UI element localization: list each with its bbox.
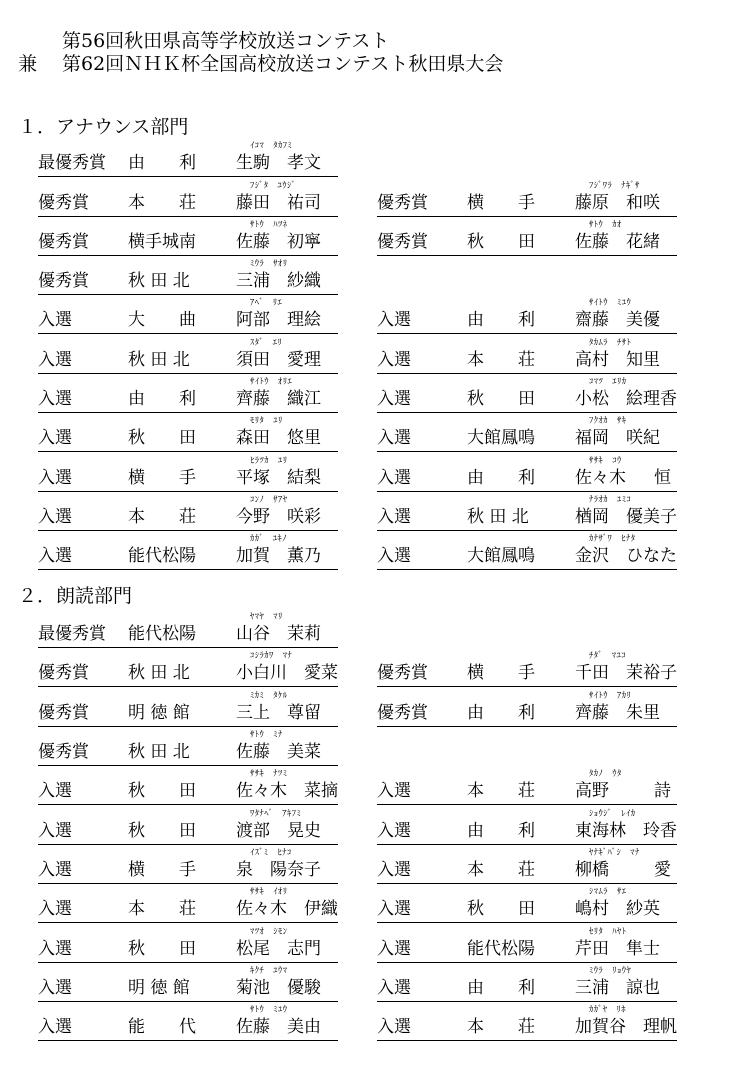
- student-last-name: 千田: [575, 663, 609, 683]
- school-name: 横 手: [128, 860, 196, 880]
- name-reading: ﾜﾀﾅﾍﾞ ｱｷﾌﾐ: [250, 809, 302, 819]
- student-last-name: 菊池: [236, 978, 270, 998]
- underline: [38, 530, 338, 531]
- student-last-name: 平塚: [236, 468, 270, 488]
- award-label: 入選: [377, 978, 411, 998]
- school-name: 由 利: [467, 821, 535, 841]
- award-row: [377, 532, 677, 572]
- underline: [377, 1001, 677, 1002]
- name-reading: ﾔﾏﾔ ﾏﾘ: [250, 612, 283, 622]
- school-name: 由 利: [467, 468, 535, 488]
- name-reading: ｱﾍﾞ ﾘｴ: [250, 298, 283, 308]
- award-row: [38, 767, 338, 807]
- student-first-name: 悠里: [287, 428, 321, 448]
- name-reading: ﾐｳﾗ ｻｵﾘ: [250, 259, 288, 269]
- underline: [38, 883, 338, 884]
- award-label: 優秀賞: [38, 193, 89, 213]
- award-row: [377, 689, 677, 729]
- school-name: 由 利: [128, 389, 196, 409]
- school-name: 能代松陽: [128, 546, 196, 566]
- student-first-name: 晃史: [287, 821, 321, 841]
- underline: [38, 216, 338, 217]
- award-label: 入選: [38, 860, 72, 880]
- name-reading: ｻｻｷ ﾅﾂﾐ: [250, 769, 288, 779]
- school-name: 本 荘: [128, 507, 196, 527]
- underline: [38, 1040, 338, 1041]
- student-first-name: 咲彩: [287, 507, 321, 527]
- student-last-name: 三上: [236, 703, 270, 723]
- underline: [38, 686, 338, 687]
- name-reading: ｶﾅｻﾞﾜ ﾋﾅﾀ: [589, 534, 636, 544]
- school-name: 秋 田: [467, 899, 535, 919]
- name-reading: ｾﾘﾀ ﾊﾔﾄ: [589, 927, 627, 937]
- underline: [38, 1001, 338, 1002]
- award-row: [377, 964, 677, 1004]
- underline: [377, 451, 677, 452]
- student-last-name: 佐藤: [575, 232, 609, 252]
- school-name: 秋 田 北: [128, 742, 190, 762]
- award-label: 入選: [377, 546, 411, 566]
- student-first-name: 知里: [626, 350, 660, 370]
- student-last-name: 佐藤: [236, 232, 270, 252]
- student-last-name: 山谷: [236, 624, 270, 644]
- underline: [38, 804, 338, 805]
- award-row: [377, 649, 677, 689]
- award-row: [38, 728, 338, 768]
- underline: [38, 294, 338, 295]
- student-last-name: 阿部: [236, 310, 270, 330]
- award-label: 優秀賞: [38, 271, 89, 291]
- student-first-name: 愛: [654, 860, 671, 880]
- award-row: [38, 964, 338, 1004]
- name-reading: ｼｮｳｼﾞ ﾚｲｶ: [589, 809, 636, 819]
- name-reading: ﾓﾘﾀ ﾕﾘ: [250, 416, 283, 426]
- name-reading: ｺﾝﾉ ｻｱﾔ: [250, 495, 288, 505]
- student-last-name: 佐々木: [236, 899, 287, 919]
- student-last-name: 楢岡: [575, 507, 609, 527]
- student-first-name: 愛菜: [304, 663, 338, 683]
- student-first-name: 絵理香: [626, 389, 677, 409]
- award-label: 入選: [377, 781, 411, 801]
- student-first-name: 結梨: [287, 468, 321, 488]
- contest-title: 第56回秋田県高等学校放送コンテスト: [62, 30, 390, 52]
- award-label: 入選: [38, 389, 72, 409]
- student-first-name: 紗英: [626, 899, 660, 919]
- award-label: 入選: [38, 781, 72, 801]
- award-label: 優秀賞: [38, 663, 89, 683]
- school-name: 由 利: [467, 703, 535, 723]
- student-first-name: 諒也: [626, 978, 660, 998]
- underline: [377, 962, 677, 963]
- school-name: 横 手: [467, 663, 535, 683]
- name-reading: ﾔﾅｷﾞﾊﾞｼ ﾏﾅ: [589, 848, 640, 858]
- school-name: 本 荘: [128, 899, 196, 919]
- name-reading: ｻｻｷ ｺｳ: [589, 456, 622, 466]
- student-first-name: 紗織: [287, 271, 321, 291]
- student-last-name: 渡部: [236, 821, 270, 841]
- school-name: 秋 田: [467, 389, 535, 409]
- student-first-name: 志門: [287, 939, 321, 959]
- underline: [377, 412, 677, 413]
- student-first-name: 優美子: [626, 507, 677, 527]
- student-first-name: 美優: [626, 310, 660, 330]
- student-first-name: 茉莉: [287, 624, 321, 644]
- award-label: 入選: [377, 939, 411, 959]
- award-label: 入選: [377, 468, 411, 488]
- school-name: 横 手: [467, 193, 535, 213]
- award-label: 優秀賞: [377, 193, 428, 213]
- section-title-announce: １．アナウンス部門: [18, 116, 189, 138]
- award-label: 入選: [377, 507, 411, 527]
- school-name: 本 荘: [467, 860, 535, 880]
- name-reading: ｽﾀﾞ ｴﾘ: [250, 338, 283, 348]
- underline: [38, 765, 338, 766]
- award-row: [377, 179, 677, 219]
- award-row: [38, 179, 338, 219]
- award-label: 入選: [38, 939, 72, 959]
- student-last-name: 東海林: [575, 821, 626, 841]
- student-last-name: 金沢: [575, 546, 609, 566]
- award-label: 入選: [38, 310, 72, 330]
- name-reading: ﾌｸｵｶ ｻｷ: [589, 416, 627, 426]
- school-name: 明 徳 館: [128, 703, 190, 723]
- underline: [38, 962, 338, 963]
- school-name: 由 利: [128, 153, 196, 173]
- school-name: 能代松陽: [128, 624, 196, 644]
- award-row: [38, 139, 338, 179]
- award-row: [38, 257, 338, 297]
- award-label: 入選: [38, 468, 72, 488]
- underline: [38, 176, 338, 177]
- school-name: 本 荘: [467, 1017, 535, 1037]
- name-reading: ﾐｳﾗ ﾘｮｳﾔ: [589, 966, 632, 976]
- underline: [377, 1040, 677, 1041]
- student-first-name: 理絵: [287, 310, 321, 330]
- underline: [38, 451, 338, 452]
- student-first-name: 茉裕子: [626, 663, 677, 683]
- school-name: 本 荘: [467, 350, 535, 370]
- award-label: 優秀賞: [377, 703, 428, 723]
- student-last-name: 佐々木: [236, 781, 287, 801]
- school-name: 由 利: [467, 978, 535, 998]
- award-label: 入選: [377, 821, 411, 841]
- student-first-name: 愛理: [287, 350, 321, 370]
- student-first-name: 尊留: [287, 703, 321, 723]
- award-label: 入選: [38, 978, 72, 998]
- student-last-name: 佐藤: [236, 1017, 270, 1037]
- award-label: 入選: [377, 350, 411, 370]
- underline: [377, 491, 677, 492]
- name-reading: ｻﾄｳ ﾊﾂﾈ: [250, 220, 288, 230]
- underline: [377, 844, 677, 845]
- student-last-name: 高野: [575, 781, 609, 801]
- student-first-name: 美菜: [287, 742, 321, 762]
- student-last-name: 三浦: [236, 271, 270, 291]
- underline: [377, 333, 677, 334]
- underline: [38, 333, 338, 334]
- student-last-name: 佐藤: [236, 742, 270, 762]
- award-row: [38, 1003, 338, 1043]
- underline: [38, 844, 338, 845]
- award-row: [377, 846, 677, 886]
- student-last-name: 森田: [236, 428, 270, 448]
- award-label: 入選: [377, 860, 411, 880]
- name-reading: ｼﾏﾑﾗ ｻｴ: [589, 887, 627, 897]
- name-reading: ﾁﾀﾞ ﾏﾕｺ: [589, 651, 627, 661]
- award-label: 入選: [38, 507, 72, 527]
- name-reading: ﾅﾗｵｶ ﾕﾐｺ: [589, 495, 632, 505]
- name-reading: ｶｶﾞﾔ ﾘﾎ: [589, 1005, 627, 1015]
- award-label: 入選: [38, 428, 72, 448]
- name-reading: ﾏﾂｵ ｼﾓﾝ: [250, 927, 288, 937]
- underline: [38, 726, 338, 727]
- school-name: 本 荘: [467, 781, 535, 801]
- underline: [377, 883, 677, 884]
- student-first-name: 陽奈子: [270, 860, 321, 880]
- name-reading: ﾌｼﾞﾀ ﾕｳｼﾞ: [250, 181, 297, 191]
- student-last-name: 小松: [575, 389, 609, 409]
- school-name: 秋 田 北: [128, 271, 190, 291]
- underline: [377, 216, 677, 217]
- student-last-name: 生駒: [236, 153, 270, 173]
- award-row: [38, 218, 338, 258]
- underline: [38, 647, 338, 648]
- award-row: [38, 846, 338, 886]
- underline: [38, 922, 338, 923]
- underline: [377, 726, 677, 727]
- section-title-reading: ２．朗読部門: [18, 585, 133, 607]
- student-first-name: 隼士: [626, 939, 660, 959]
- award-row: [38, 296, 338, 336]
- school-name: 本 荘: [128, 193, 196, 213]
- name-reading: ｻｲﾄｳ ｱｶﾘ: [589, 691, 632, 701]
- underline: [377, 686, 677, 687]
- student-last-name: 柳橋: [575, 860, 609, 880]
- underline: [377, 255, 677, 256]
- award-row: [38, 532, 338, 572]
- award-label: 最優秀賞: [38, 153, 106, 173]
- award-label: 優秀賞: [38, 232, 89, 252]
- underline: [377, 922, 677, 923]
- award-row: [38, 336, 338, 376]
- award-row: [377, 296, 677, 336]
- student-first-name: 花緒: [626, 232, 660, 252]
- award-label: 入選: [377, 428, 411, 448]
- award-row: [377, 414, 677, 454]
- student-first-name: 祐司: [287, 193, 321, 213]
- name-reading: ﾐｶﾐ ﾀｹﾙ: [250, 691, 288, 701]
- student-first-name: 初寧: [287, 232, 321, 252]
- name-reading: ｻﾄｳ ｶｵ: [589, 220, 622, 230]
- student-last-name: 齊藤: [575, 703, 609, 723]
- award-row: [38, 885, 338, 925]
- school-name: 秋 田: [128, 939, 196, 959]
- name-reading: ﾀｶﾉ ｳﾀ: [589, 769, 622, 779]
- award-label: 優秀賞: [377, 232, 428, 252]
- student-last-name: 嶋村: [575, 899, 609, 919]
- award-label: 優秀賞: [38, 742, 89, 762]
- student-first-name: 織江: [287, 389, 321, 409]
- school-name: 大 曲: [128, 310, 196, 330]
- underline: [38, 255, 338, 256]
- underline: [38, 491, 338, 492]
- award-row: [377, 767, 677, 807]
- student-first-name: 孝文: [287, 153, 321, 173]
- underline: [38, 412, 338, 413]
- award-label: 入選: [377, 899, 411, 919]
- name-reading: ｲｽﾞﾐ ﾋﾅｺ: [250, 848, 292, 858]
- award-label: 入選: [38, 1017, 72, 1037]
- award-label: 入選: [38, 546, 72, 566]
- award-row: [377, 1003, 677, 1043]
- student-last-name: 小白川: [236, 663, 287, 683]
- student-last-name: 藤田: [236, 193, 270, 213]
- name-reading: ｻｲﾄｳ ｵﾘｴ: [250, 377, 293, 387]
- school-name: 横手城南: [128, 232, 196, 252]
- school-name: 秋 田 北: [467, 507, 529, 527]
- award-row: [377, 336, 677, 376]
- student-first-name: 薫乃: [287, 546, 321, 566]
- underline: [377, 530, 677, 531]
- award-row: [377, 925, 677, 965]
- award-row: [38, 610, 338, 650]
- student-last-name: 三浦: [575, 978, 609, 998]
- school-name: 秋 田 北: [128, 350, 190, 370]
- name-reading: ｷｸﾁ ﾕｳﾏ: [250, 966, 288, 976]
- name-reading: ｶｶﾞ ﾕｷﾉ: [250, 534, 288, 544]
- student-last-name: 松尾: [236, 939, 270, 959]
- student-first-name: 菜摘: [304, 781, 338, 801]
- award-row: [377, 885, 677, 925]
- name-reading: ｺﾏﾂ ｴﾘｶ: [589, 377, 627, 387]
- student-first-name: 恒: [654, 468, 671, 488]
- award-label: 入選: [377, 389, 411, 409]
- school-name: 明 徳 館: [128, 978, 190, 998]
- title-prefix: 兼: [18, 53, 38, 75]
- student-last-name: 佐々木: [575, 468, 626, 488]
- student-first-name: 詩: [654, 781, 671, 801]
- student-last-name: 加賀: [236, 546, 270, 566]
- award-row: [377, 375, 677, 415]
- name-reading: ｻﾄｳ ﾐﾕｳ: [250, 1005, 288, 1015]
- student-first-name: 伊織: [304, 899, 338, 919]
- student-last-name: 高村: [575, 350, 609, 370]
- award-label: 優秀賞: [38, 703, 89, 723]
- name-reading: ｻｻｷ ｲｵﾘ: [250, 887, 288, 897]
- name-reading: ｻｲﾄｳ ﾐﾕｳ: [589, 298, 632, 308]
- school-name: 由 利: [467, 310, 535, 330]
- school-name: 能代松陽: [467, 939, 535, 959]
- award-row: [377, 807, 677, 847]
- award-row: [377, 493, 677, 533]
- underline: [38, 569, 338, 570]
- student-last-name: 芹田: [575, 939, 609, 959]
- student-last-name: 加賀谷: [575, 1017, 626, 1037]
- award-label: 最優秀賞: [38, 624, 106, 644]
- student-last-name: 福岡: [575, 428, 609, 448]
- school-name: 横 手: [128, 468, 196, 488]
- award-row: [38, 807, 338, 847]
- student-last-name: 藤原: [575, 193, 609, 213]
- underline: [377, 804, 677, 805]
- award-label: 入選: [377, 310, 411, 330]
- name-reading: ｺｼﾗｶﾜ ﾏﾅ: [250, 651, 293, 661]
- school-name: 秋 田: [128, 821, 196, 841]
- school-name: 秋 田: [128, 428, 196, 448]
- award-label: 優秀賞: [377, 663, 428, 683]
- student-first-name: 玲香: [643, 821, 677, 841]
- school-name: 能 代: [128, 1017, 196, 1037]
- name-reading: ﾀｶﾑﾗ ﾁｻﾄ: [589, 338, 632, 348]
- award-row: [38, 375, 338, 415]
- award-label: 入選: [38, 821, 72, 841]
- student-first-name: 咲紀: [626, 428, 660, 448]
- award-row: [377, 454, 677, 494]
- name-reading: ｲｺﾏ ﾀｶﾌﾐ: [250, 141, 293, 151]
- name-reading: ｻﾄｳ ﾐﾅ: [250, 730, 283, 740]
- school-name: 秋 田 北: [128, 663, 190, 683]
- award-row: [38, 649, 338, 689]
- school-name: 大館鳳鳴: [467, 546, 535, 566]
- name-reading: ﾋﾗﾂｶ ﾕﾘ: [250, 456, 288, 466]
- award-row: [38, 493, 338, 533]
- award-row: [38, 454, 338, 494]
- underline: [377, 569, 677, 570]
- underline: [377, 373, 677, 374]
- award-label: 入選: [38, 350, 72, 370]
- student-first-name: 朱里: [626, 703, 660, 723]
- student-last-name: 今野: [236, 507, 270, 527]
- student-first-name: 美由: [287, 1017, 321, 1037]
- award-row: [38, 925, 338, 965]
- award-row: [377, 218, 677, 258]
- contest-subtitle: 第62回ＮＨＫ杯全国高校放送コンテスト秋田県大会: [62, 53, 504, 75]
- student-first-name: 理帆: [643, 1017, 677, 1037]
- award-label: 入選: [38, 899, 72, 919]
- student-first-name: 優駿: [287, 978, 321, 998]
- student-last-name: 齋藤: [575, 310, 609, 330]
- name-reading: ﾌｼﾞﾜﾗ ﾅｷﾞｻ: [589, 181, 640, 191]
- award-row: [38, 414, 338, 454]
- school-name: 秋 田: [467, 232, 535, 252]
- student-last-name: 須田: [236, 350, 270, 370]
- student-last-name: 泉: [236, 860, 253, 880]
- school-name: 秋 田: [128, 781, 196, 801]
- student-first-name: ひなた: [626, 546, 677, 566]
- award-label: 入選: [377, 1017, 411, 1037]
- underline: [38, 373, 338, 374]
- student-last-name: 齊藤: [236, 389, 270, 409]
- student-first-name: 和咲: [626, 193, 660, 213]
- school-name: 大館鳳鳴: [467, 428, 535, 448]
- award-row: [38, 689, 338, 729]
